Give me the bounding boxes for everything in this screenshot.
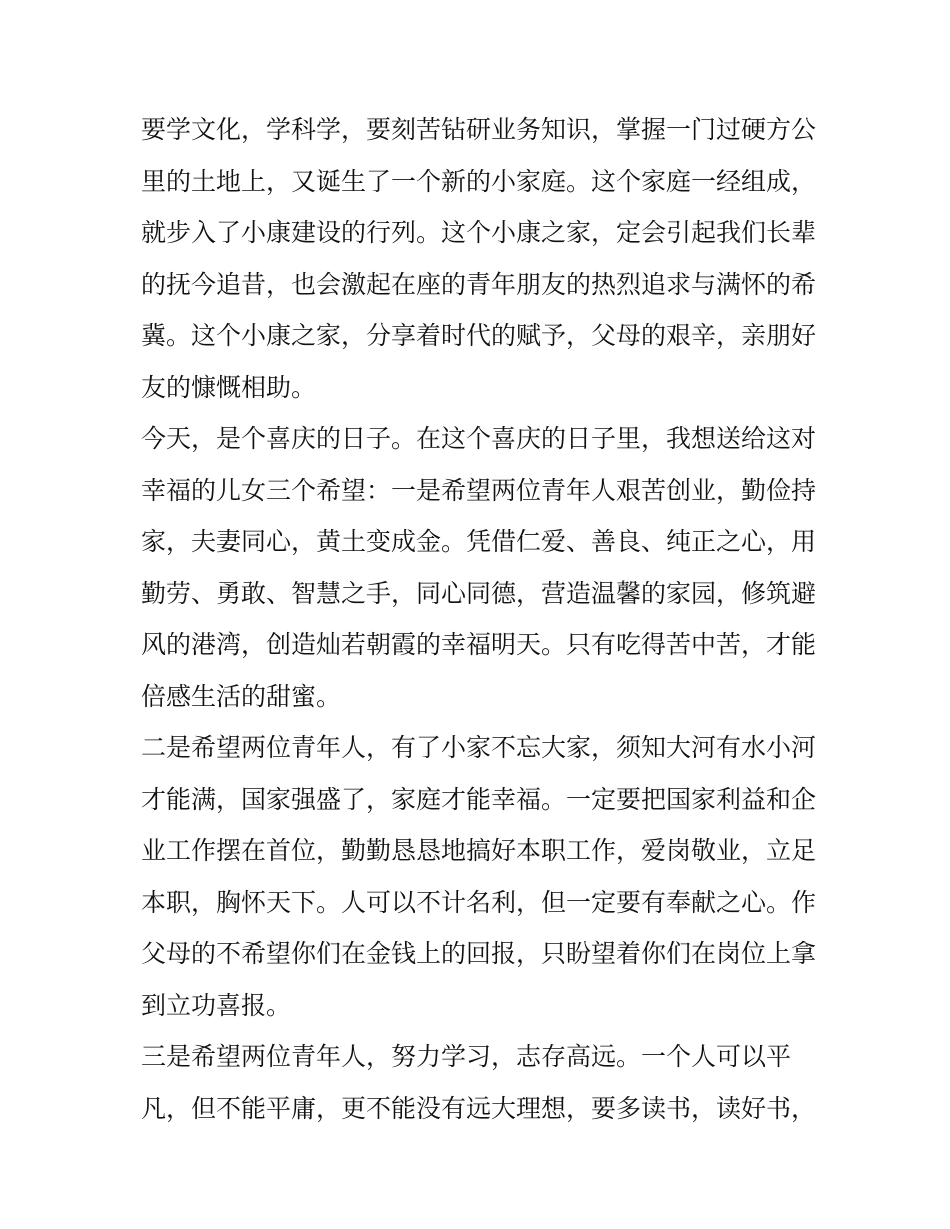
text-line-8: 幸福的儿女三个希望：一是希望两位青年人艰苦创业，勤俭持 bbox=[141, 475, 817, 505]
text-line-1: 要学文化，学科学，要刻苦钻研业务知识，掌握一门过硬方公 bbox=[141, 115, 817, 144]
text-line-7: 今天，是个喜庆的日子。在这个喜庆的日子里，我想送给这对 bbox=[141, 424, 817, 453]
text-line-16: 本职，胸怀天下。人可以不计名利，但一定要有奉献之心。作 bbox=[141, 887, 817, 917]
text-line-2: 里的土地上，又诞生了一个新的小家庭。这个家庭一经组成， bbox=[141, 166, 817, 196]
text-line-6: 友的慷慨相助。 bbox=[141, 372, 317, 402]
text-line-20: 凡，但不能平庸，更不能没有远大理想，要多读书，读好书， bbox=[141, 1093, 817, 1123]
text-line-19: 三是希望两位青年人，努力学习，志存高远。一个人可以平 bbox=[141, 1042, 792, 1071]
text-line-3: 就步入了小康建设的行列。这个小康之家，定会引起我们长辈 bbox=[141, 218, 817, 247]
text-line-13: 二是希望两位青年人，有了小家不忘大家，须知大河有水小河 bbox=[141, 733, 817, 762]
text-line-18: 到立功喜报。 bbox=[141, 990, 292, 1020]
text-line-10: 勤劳、勇敢、智慧之手，同心同德，营造温馨的家园，修筑避 bbox=[141, 578, 817, 608]
text-line-12: 倍感生活的甜蜜。 bbox=[141, 681, 342, 711]
text-line-15: 业工作摆在首位，勤勤恳恳地搞好本职工作，爱岗敬业，立足 bbox=[141, 836, 817, 865]
body-text bbox=[141, 104, 821, 1134]
text-line-14: 才能满，国家强盛了，家庭才能幸福。一定要把国家利益和企 bbox=[141, 784, 817, 814]
text-line-9: 家，夫妻同心，黄土变成金。凭借仁爱、善良、纯正之心，用 bbox=[141, 527, 817, 556]
text-line-11: 风的港湾，创造灿若朝霞的幸福明天。只有吃得苦中苦，才能 bbox=[141, 630, 817, 659]
text-line-4: 的抚今追昔，也会激起在座的青年朋友的热烈追求与满怀的希 bbox=[141, 269, 817, 299]
text-line-17: 父母的不希望你们在金钱上的回报，只盼望着你们在岗位上拿 bbox=[141, 939, 817, 968]
text-line-5: 冀。这个小康之家，分享着时代的赋予，父母的艰辛，亲朋好 bbox=[141, 321, 817, 350]
